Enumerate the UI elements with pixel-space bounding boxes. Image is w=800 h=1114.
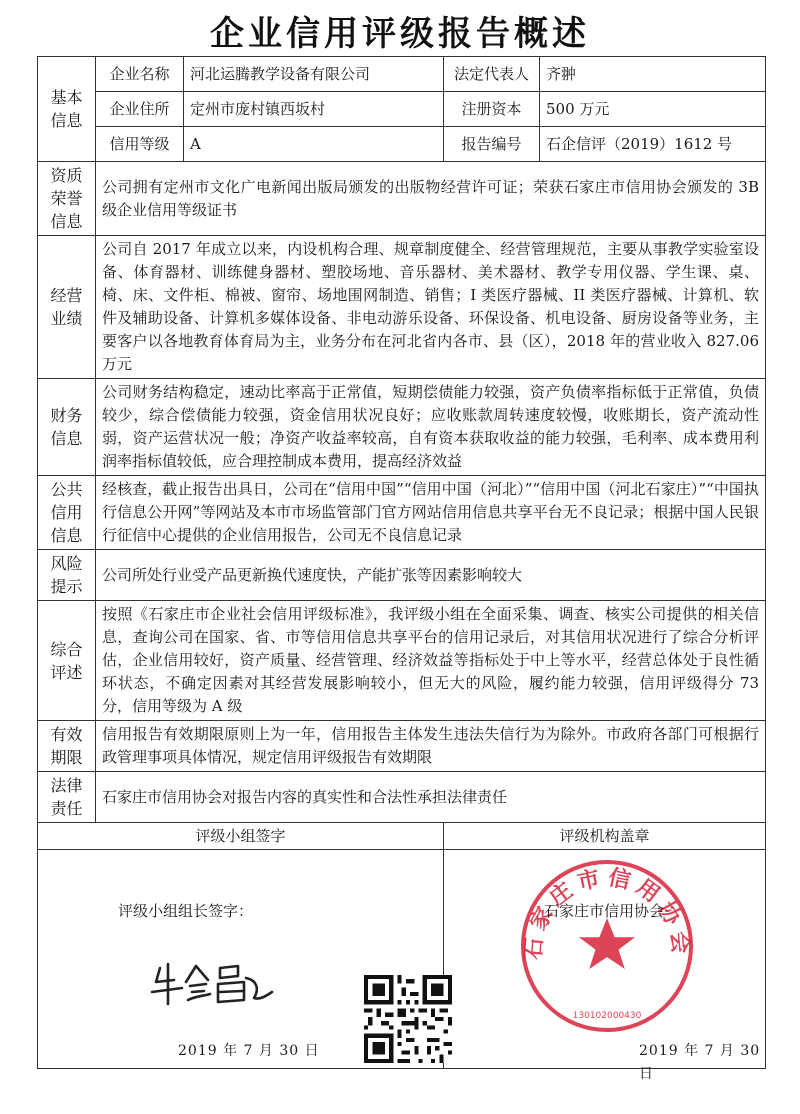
public-credit-row: [38, 476, 766, 550]
risk-text: 公司所处行业受产品更新换代速度快，产能扩张等因素影响较大: [96, 550, 766, 601]
capital-value: 500 万元: [540, 92, 766, 127]
qualification-label: 资质 荣誉 信息: [38, 162, 96, 236]
org-seal-header: 评级机构盖章: [444, 823, 766, 850]
basic-row-grade: [38, 127, 766, 162]
overall-text: 按照《石家庄市企业社会信用评级标准》，我评级小组在全面采集、调查、核实公司提供的相关信息，查询公司在国家、省、市等信用信息共享平台的信用记录后，对其信用状况进行了综合分析评估，企业信用较好，资产质量、经营管理、经济效益等指标处于中上等水平，经营总体处于良性循环状态，不确定因素对其经营发展影响较小，但无大的风险，履约能力较强，信用评级得分 73 分，信用等级为 A 级: [96, 601, 766, 721]
report-no-label: 报告编号: [444, 127, 540, 162]
qualification-text: 公司拥有定州市文化广电新闻出版局颁发的出版物经营许可证；荣获石家庄市信用协会颁发的 3B 级企业信用等级证书: [96, 162, 766, 236]
handwritten-signature: [148, 958, 278, 1008]
basic-info-label: 基本 信息: [38, 57, 96, 162]
qr-code: [364, 975, 452, 1063]
seal-text: 石家庄市信用协会: [521, 865, 693, 961]
address-value: 定州市庞村镇西坂村: [184, 92, 444, 127]
validity-row: [38, 721, 766, 772]
public-credit-label: 公共 信用 信息: [38, 476, 96, 550]
legal-label: 法律 责任: [38, 772, 96, 823]
org-seal-date: 2019 年 7 月 30 日: [639, 1043, 761, 1082]
grade-label: 信用等级: [96, 127, 184, 162]
organization-seal: [517, 856, 697, 1036]
finance-row: [38, 379, 766, 476]
legal-text: 石家庄市信用协会对报告内容的真实性和合法性承担法律责任: [96, 772, 766, 823]
team-signature-cell: [38, 850, 444, 1069]
finance-text: 公司财务结构稳定，速动比率高于正常值，短期偿债能力较强，资产负债率指标低于正常值，负债较少，综合偿债能力较强，资金信用状况良好；应收账款周转速度较慢，收账期长，资产流动性弱，资产运营状况一般；净资产收益率较高，自有资本获取收益的能力较强，毛利率、成本费用利润率指标值较低，应合理控制成本费用，提高经济效益: [96, 379, 766, 476]
overall-label: 综合 评述: [38, 601, 96, 721]
finance-label: 财务 信息: [38, 379, 96, 476]
validity-text: 信用报告有效期限原则上为一年，信用报告主体发生违法失信行为为除外。市政府各部门可根据行政管理事项具体情况，规定信用评级报告有效期限: [96, 721, 766, 772]
company-name-value: 河北运腾教学设备有限公司: [184, 57, 444, 92]
risk-label: 风险 提示: [38, 550, 96, 601]
legal-row: [38, 772, 766, 823]
performance-label: 经营 业绩: [38, 236, 96, 379]
page-title: 企业信用评级报告概述: [210, 14, 590, 54]
qualification-row: [38, 162, 766, 236]
basic-row-address: [38, 92, 766, 127]
team-signature-header: 评级小组签字: [38, 823, 444, 850]
public-credit-text: 经核查，截止报告出具日，公司在“信用中国”“信用中国（河北）”“信用中国（河北石家庄）”“中国执行信息公开网”等网站及本市市场监管部门官方网站信用信息共享平台无不良记录；根据中国人民银行征信中心提供的企业信用报告，公司无不良信息记录: [96, 476, 766, 550]
legal-rep-value: 齐翀: [540, 57, 766, 92]
report-no-value: 石企信评（2019）1612 号: [540, 127, 766, 162]
signature-row: [38, 850, 766, 1069]
performance-row: [38, 236, 766, 379]
capital-label: 注册资本: [444, 92, 540, 127]
rating-org-name: 石家庄市信用协会: [544, 902, 665, 920]
address-label: 企业住所: [96, 92, 184, 127]
legal-rep-label: 法定代表人: [444, 57, 540, 92]
signature-header-row: [38, 823, 766, 850]
risk-row: [38, 550, 766, 601]
performance-text: 公司自 2017 年成立以来，内设机构合理、规章制度健全、经营管理规范，主要从事教学实验室设备、体育器材、训练健身器材、塑胶场地、音乐器材、美术器材、教学专用仪器、学生课、桌、椅、床、文件柜、棉被、窗帘、场地围网制造、销售；I 类医疗器械、II 类医疗器械、计算机、软件及辅助设备、计算机多媒体设备、非电动游乐设备、环保设备、机电设备、厨房设备等业务，主要客户以各地教育体育局为主，业务分布在河北省内各市、县（区），2018 年的营业收入 827.06 万元: [96, 236, 766, 379]
leader-signature-label: 评级小组组长签字：: [118, 902, 254, 920]
overall-row: [38, 601, 766, 721]
company-name-label: 企业名称: [96, 57, 184, 92]
grade-value: A: [184, 127, 444, 162]
org-seal-cell: [444, 850, 766, 1082]
seal-code: 130102000430: [572, 1011, 642, 1021]
report-table: [37, 56, 766, 1082]
basic-row-name: [38, 57, 766, 92]
team-signature-date: 2019 年 7 月 30 日: [178, 1043, 320, 1059]
validity-label: 有效 期限: [38, 721, 96, 772]
